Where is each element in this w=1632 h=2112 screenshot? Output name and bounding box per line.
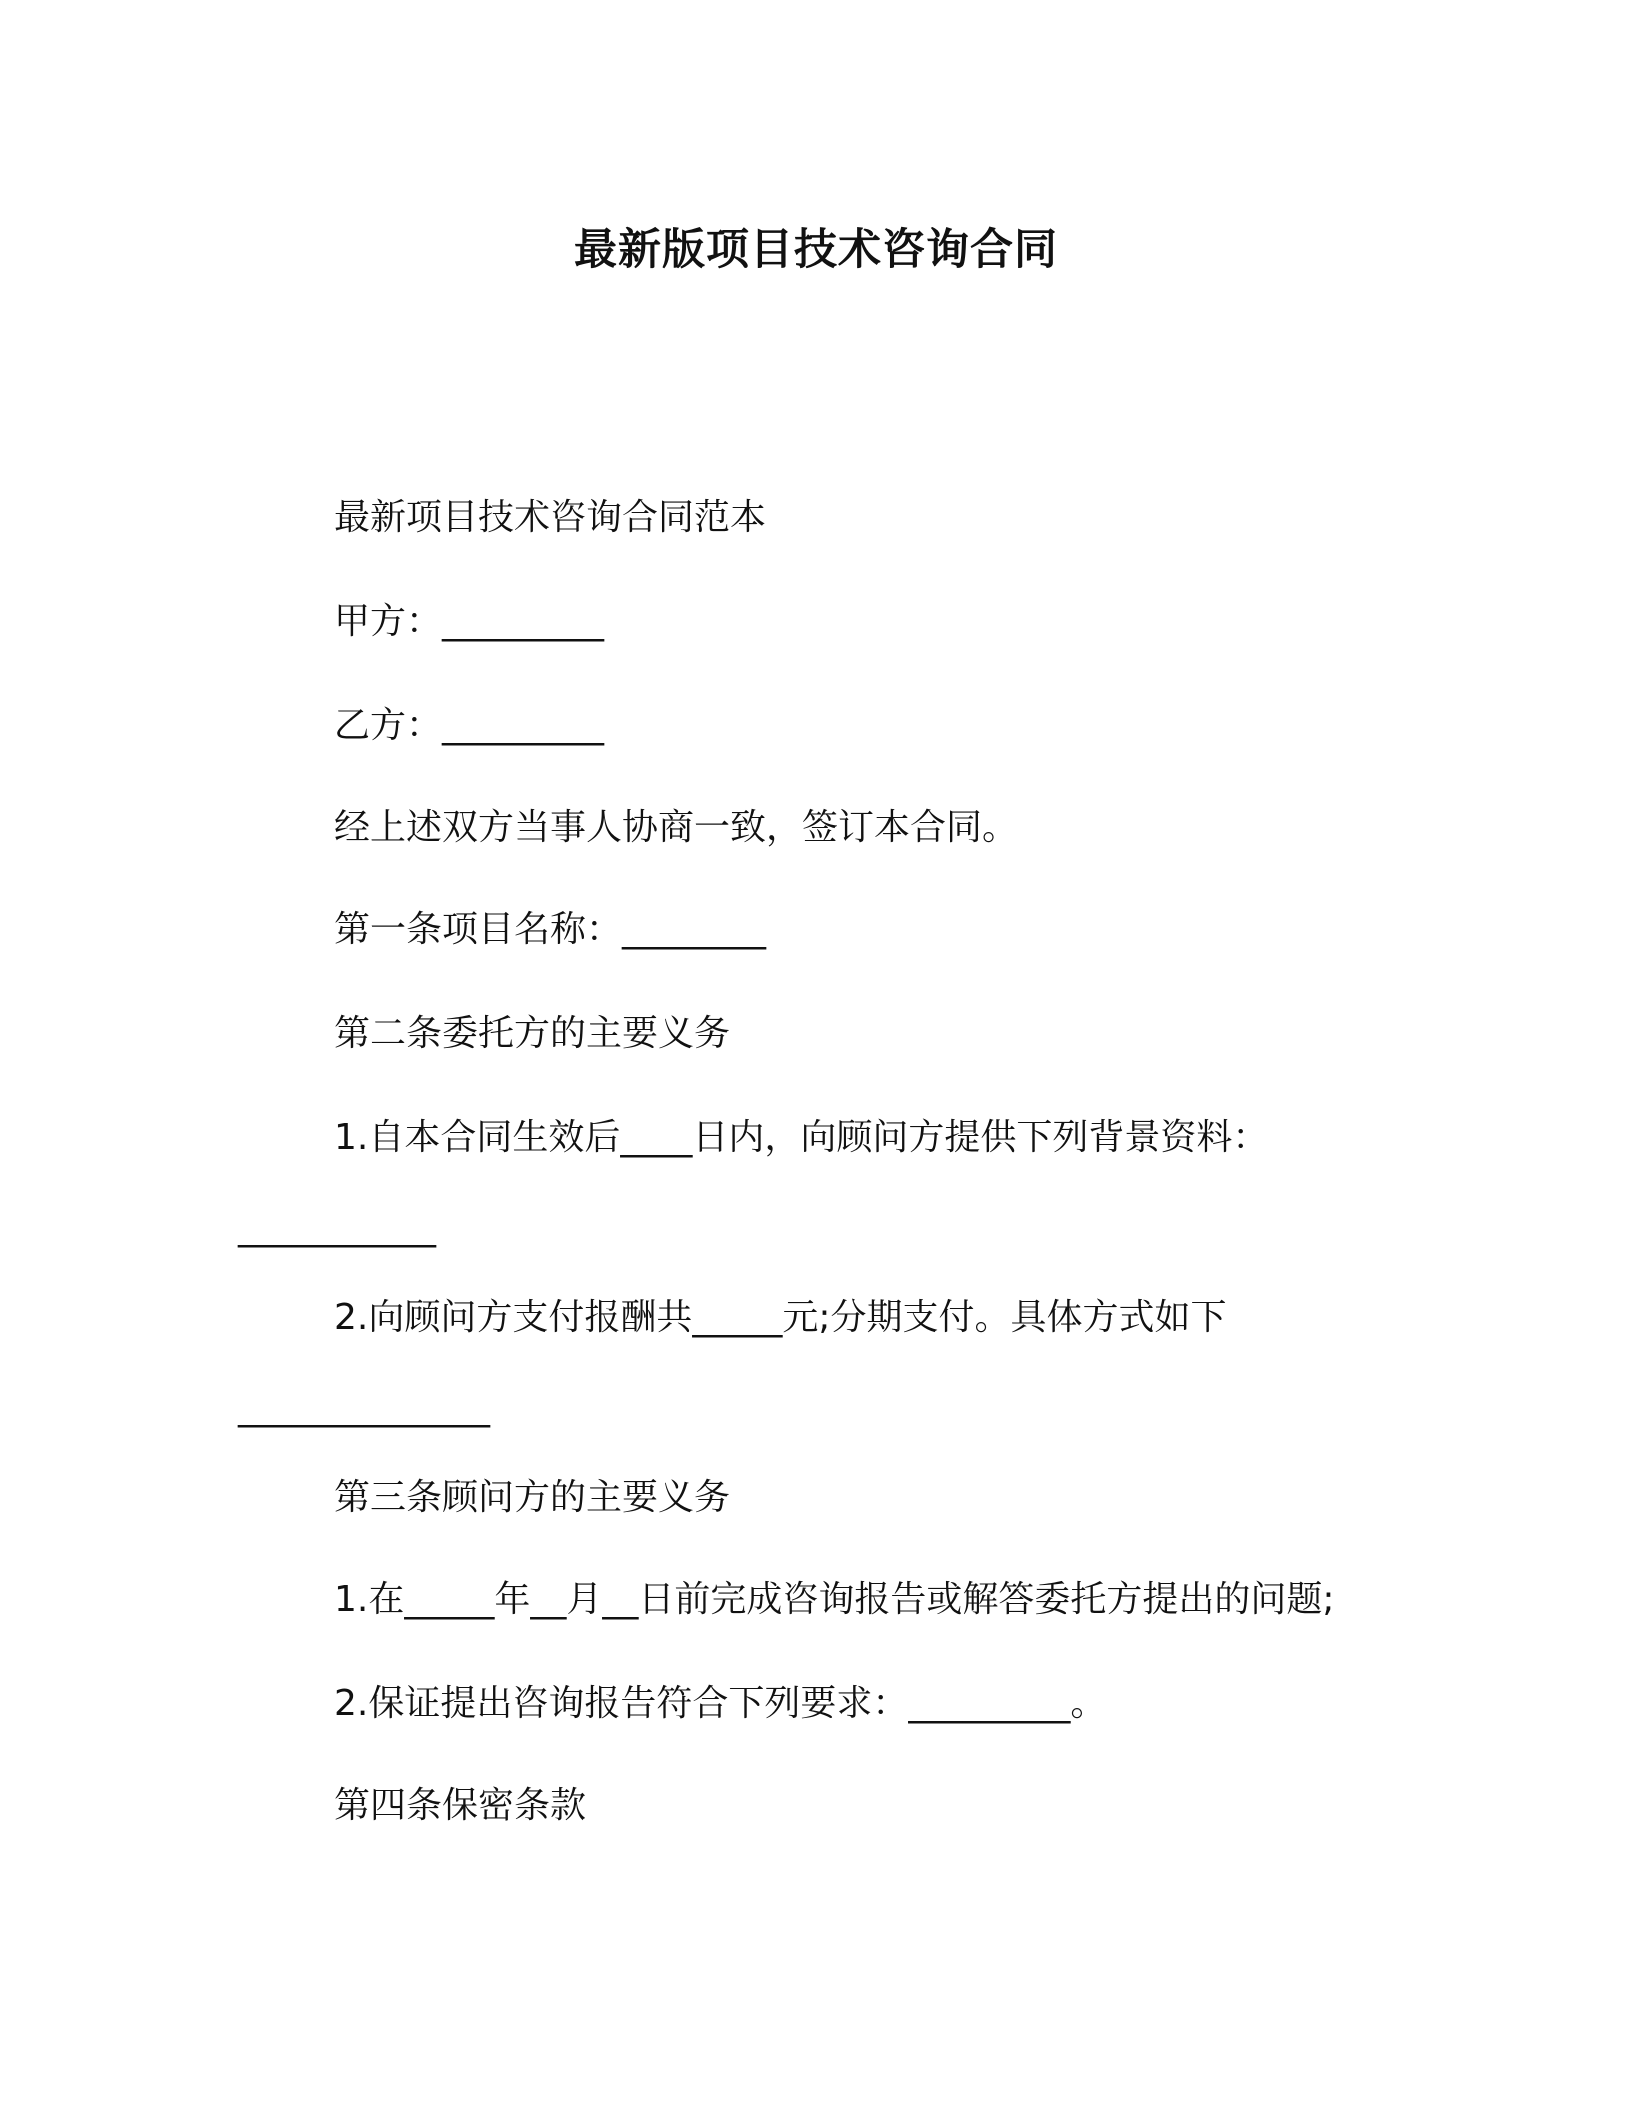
article-3-item-2: 2.保证提出咨询报告符合下列要求：_________。 — [334, 1683, 1107, 1724]
document-title: 最新版项目技术咨询合同 — [574, 225, 1058, 275]
article-4-heading: 第四条保密条款 — [334, 1785, 587, 1826]
article-1-line: 第一条项目名称：________ — [334, 909, 767, 950]
article-2-item-1: 1.自本合同生效后____日内，向顾问方提供下列背景资料： — [334, 1117, 1269, 1158]
party-a-line: 甲方：_________ — [334, 601, 605, 642]
article-3-heading: 第三条顾问方的主要义务 — [334, 1477, 731, 1518]
party-b-line: 乙方：_________ — [334, 705, 605, 746]
article-2-item-2: 2.向顾问方支付报酬共_____元;分期支付。具体方式如下 — [334, 1297, 1227, 1338]
subtitle-line: 最新项目技术咨询合同范本 — [334, 497, 767, 538]
article-2-item-1-continued: ___________ — [238, 1207, 436, 1248]
agreement-line: 经上述双方当事人协商一致，签订本合同。 — [334, 807, 1019, 848]
article-3-item-1: 1.在_____年__月__日前完成咨询报告或解答委托方提出的问题; — [334, 1579, 1335, 1620]
article-2-heading: 第二条委托方的主要义务 — [334, 1013, 731, 1054]
article-2-item-2-continued: ______________ — [238, 1387, 490, 1428]
